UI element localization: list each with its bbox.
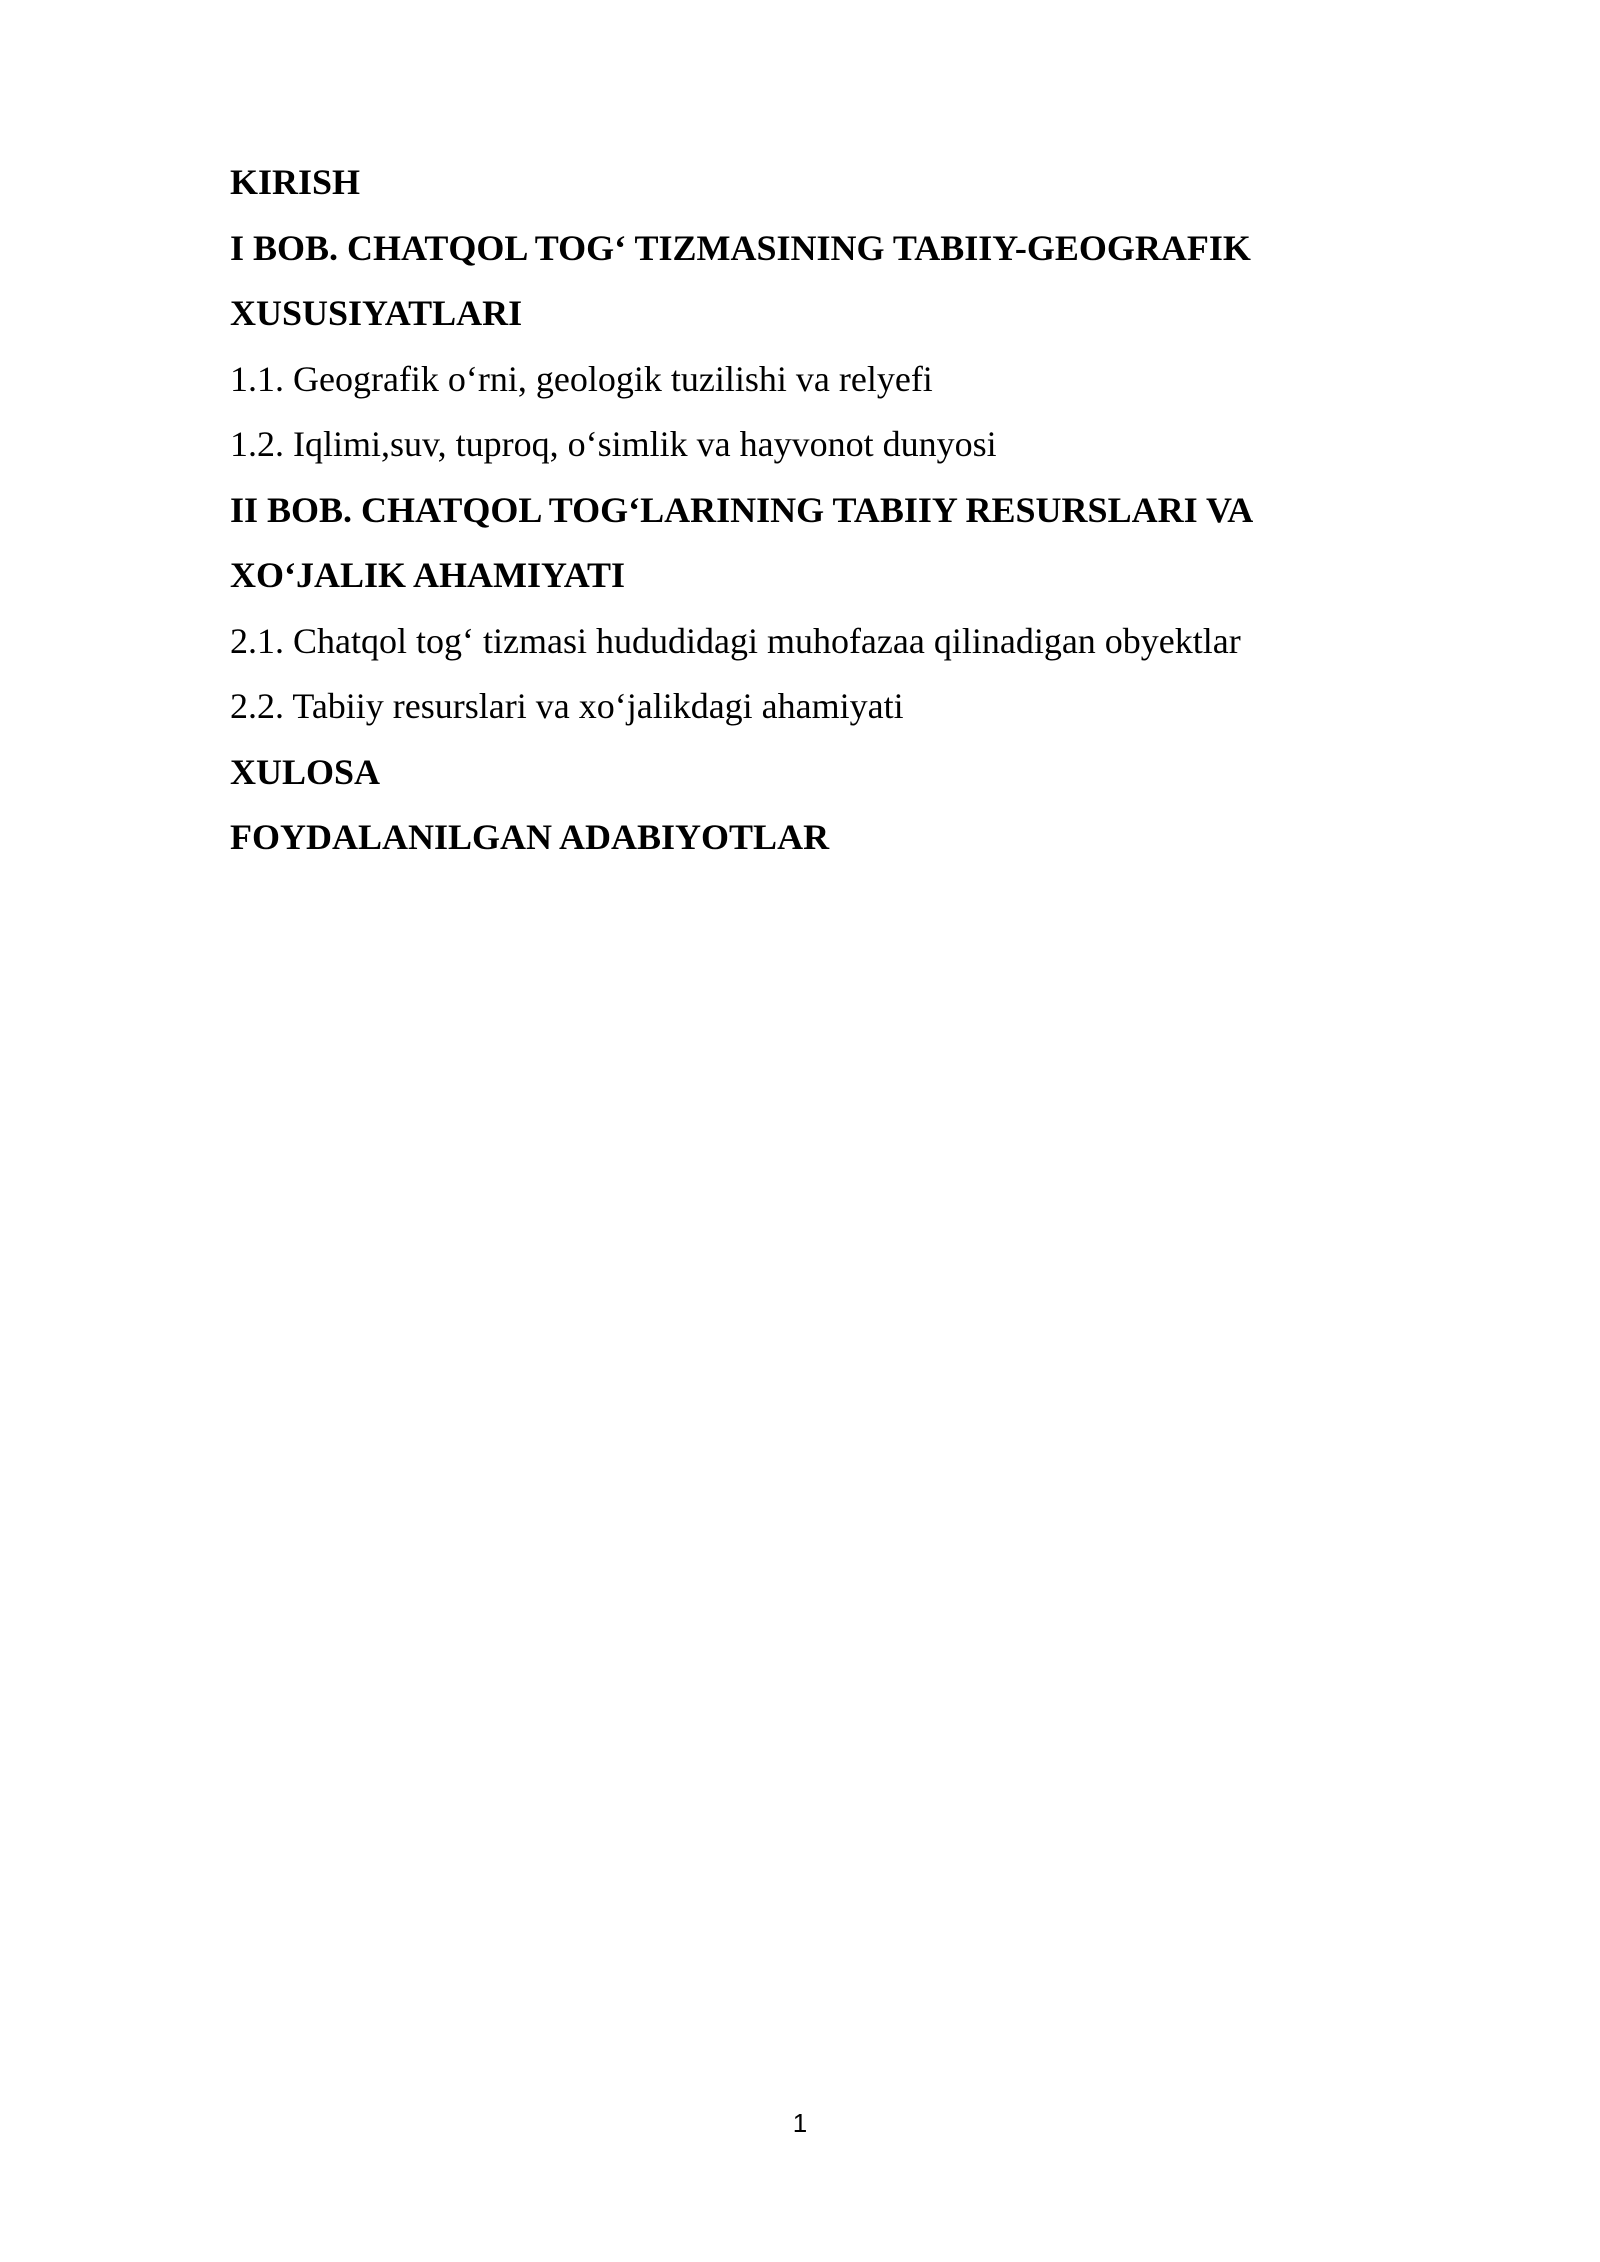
toc-section-2-1: 2.1. Chatqol tog‘ tizmasi hududidagi muhofazaa qilinadigan obyektlar — [230, 620, 1241, 661]
toc-chapter-1-title-line-2: XUSUSIYATLARI — [230, 293, 523, 333]
toc-chapter-2-title-line-2: XO‘JALIK AHAMIYATI — [230, 555, 626, 595]
table-of-contents — [230, 150, 1380, 871]
toc-section-1-2: 1.2. Iqlimi,suv, tuproq, o‘simlik va hayvonot dunyosi — [230, 424, 997, 464]
toc-introduction: KIRISH — [230, 162, 361, 202]
toc-section-2-2: 2.2. Tabiiy resurslari va xo‘jalikdagi ahamiyati — [230, 686, 904, 726]
toc-chapter-2-title-line-1: II BOB. CHATQOL TOG‘LARINING TABIIY RESURSLARI VA — [230, 489, 1254, 530]
toc-references: FOYDALANILGAN ADABIYOTLAR — [230, 817, 830, 857]
toc-section-1-1: 1.1. Geografik o‘rni, geologik tuzilishi va relyefi — [230, 358, 933, 399]
page-number: 1 — [792, 2108, 808, 2138]
toc-chapter-1-title-line-1: I BOB. CHATQOL TOG‘ TIZMASINING TABIIY-GEOGRAFIK — [230, 227, 1251, 268]
toc-conclusion: XULOSA — [230, 751, 381, 792]
